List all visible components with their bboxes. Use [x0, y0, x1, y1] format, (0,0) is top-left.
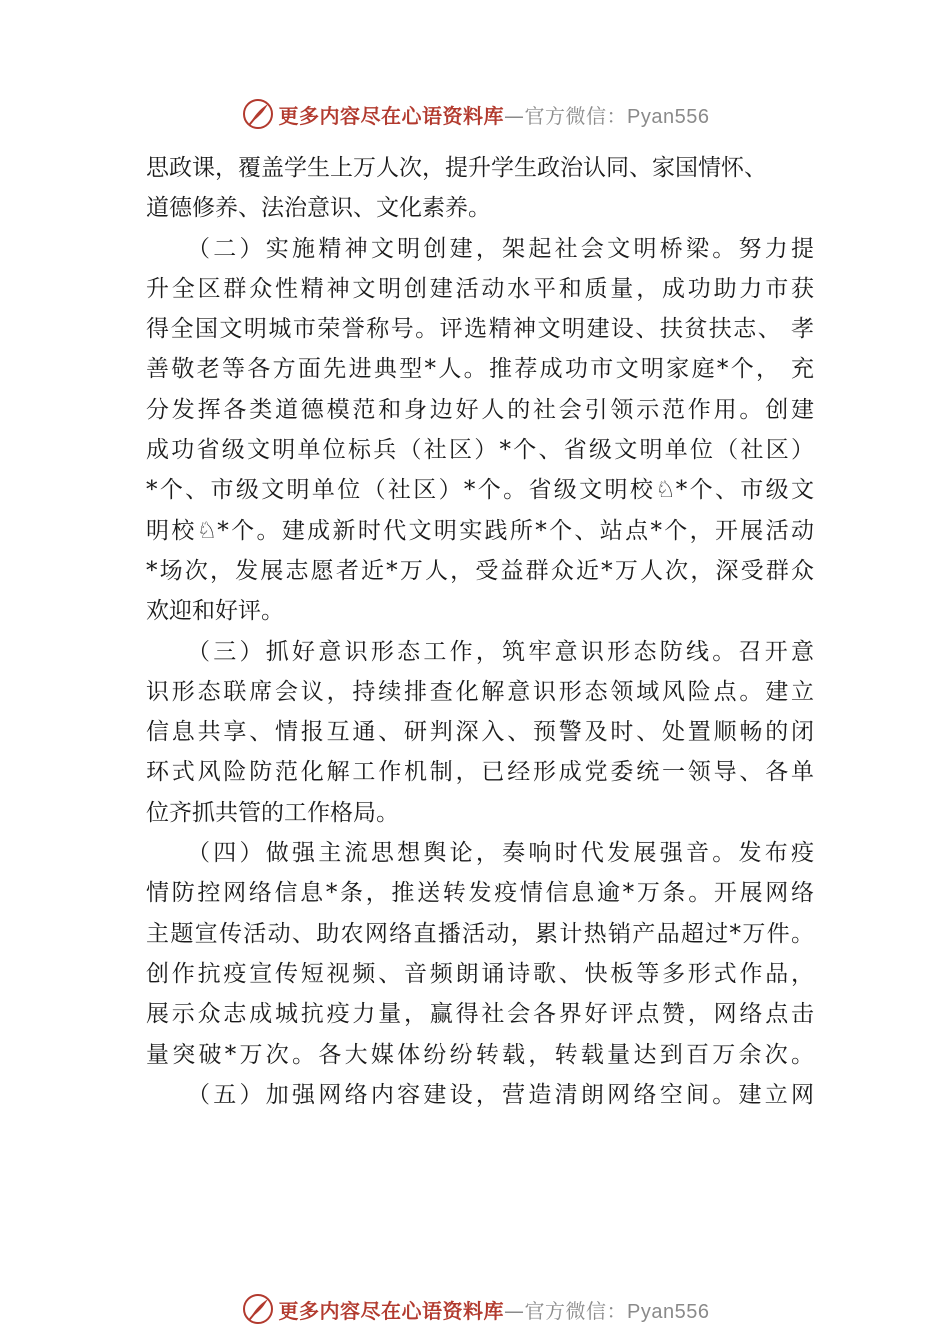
watermark-account: Pyan556 [627, 105, 710, 128]
text-line: 道德修养、法治意识、文化素养。 [146, 195, 491, 222]
text-line: （二）实施精神文明创建，架起社会文明桥梁。努力提 [146, 235, 814, 262]
text-line: （三）抓好意识形态工作，筑牢意识形态防线。召开意 [146, 638, 814, 665]
watermark-site-name: 更多内容尽在心语资料库 [278, 1298, 505, 1323]
watermark-separator: — [504, 103, 525, 128]
text-line: 善敬老等各方面先进典型*人。推荐成功市文明家庭*个， 充 [146, 356, 814, 383]
text-line: 展示众志成城抗疫力量，赢得社会各界好评点赞，网络点击 [146, 1001, 814, 1028]
text-line: 识形态联席会议，持续排查化解意识形态领域风险点。建立 [146, 678, 814, 705]
text-line: 分发挥各类道德模范和身边好人的社会引领示范作用。创建 [146, 396, 814, 423]
watermark-account: Pyan556 [627, 1300, 710, 1323]
text-line: 位齐抓共管的工作格局。 [146, 799, 399, 826]
text-line: 明校♘*个。建成新时代文明实践所*个、站点*个，开展活动 [146, 517, 814, 544]
text-line: 量突破*万次。各大媒体纷纷转载，转载量达到百万余次。 [146, 1041, 814, 1068]
watermark-site-name: 更多内容尽在心语资料库 [278, 103, 505, 128]
text-line: 情防控网络信息*条，推送转发疫情信息逾*万条。开展网络 [146, 880, 814, 907]
text-line: 思政课，覆盖学生上万人次，提升学生政治认同、家国情怀、 [146, 155, 767, 181]
text-line: 环式风险防范化解工作机制，已经形成党委统一领导、各单 [146, 759, 814, 786]
text-line: 升全区群众性精神文明创建活动水平和质量，成功助力市获 [146, 275, 814, 302]
text-line: 主题宣传活动、助农网络直播活动，累计热销产品超过*万件。 [146, 920, 814, 947]
text-line: 得全国文明城市荣誉称号。评选精神文明建设、扶贫扶志、 孝 [146, 316, 814, 343]
text-line: 创作抗疫宣传短视频、音频朗诵诗歌、快板等多形式作品， [146, 960, 814, 987]
document-body [146, 148, 814, 1115]
text-line: 信息共享、情报互通、研判深入、预警及时、处置顺畅的闭 [146, 719, 814, 746]
footer-watermark [0, 1289, 950, 1329]
watermark-wechat-label: 官方微信： [524, 1298, 628, 1323]
quill-logo-icon [241, 97, 275, 131]
watermark-text [279, 100, 710, 129]
text-line: *个、市级文明单位（社区）*个。省级文明校♘*个、市级文 [146, 477, 814, 504]
text-line: （五）加强网络内容建设，营造清朗网络空间。建立网 [146, 1081, 814, 1108]
watermark-text [279, 1295, 710, 1324]
text-line: 欢迎和好评。 [146, 598, 284, 625]
quill-logo-icon [241, 1292, 275, 1326]
header-watermark [0, 94, 950, 134]
watermark-separator: — [504, 1298, 525, 1323]
watermark-wechat-label: 官方微信： [524, 103, 628, 128]
text-line: （四）做强主流思想舆论，奏响时代发展强音。发布疫 [146, 840, 814, 867]
text-line: *场次，发展志愿者近*万人，受益群众近*万人次，深受群众 [146, 557, 814, 584]
text-line: 成功省级文明单位标兵（社区）*个、省级文明单位（社区） [146, 437, 814, 464]
